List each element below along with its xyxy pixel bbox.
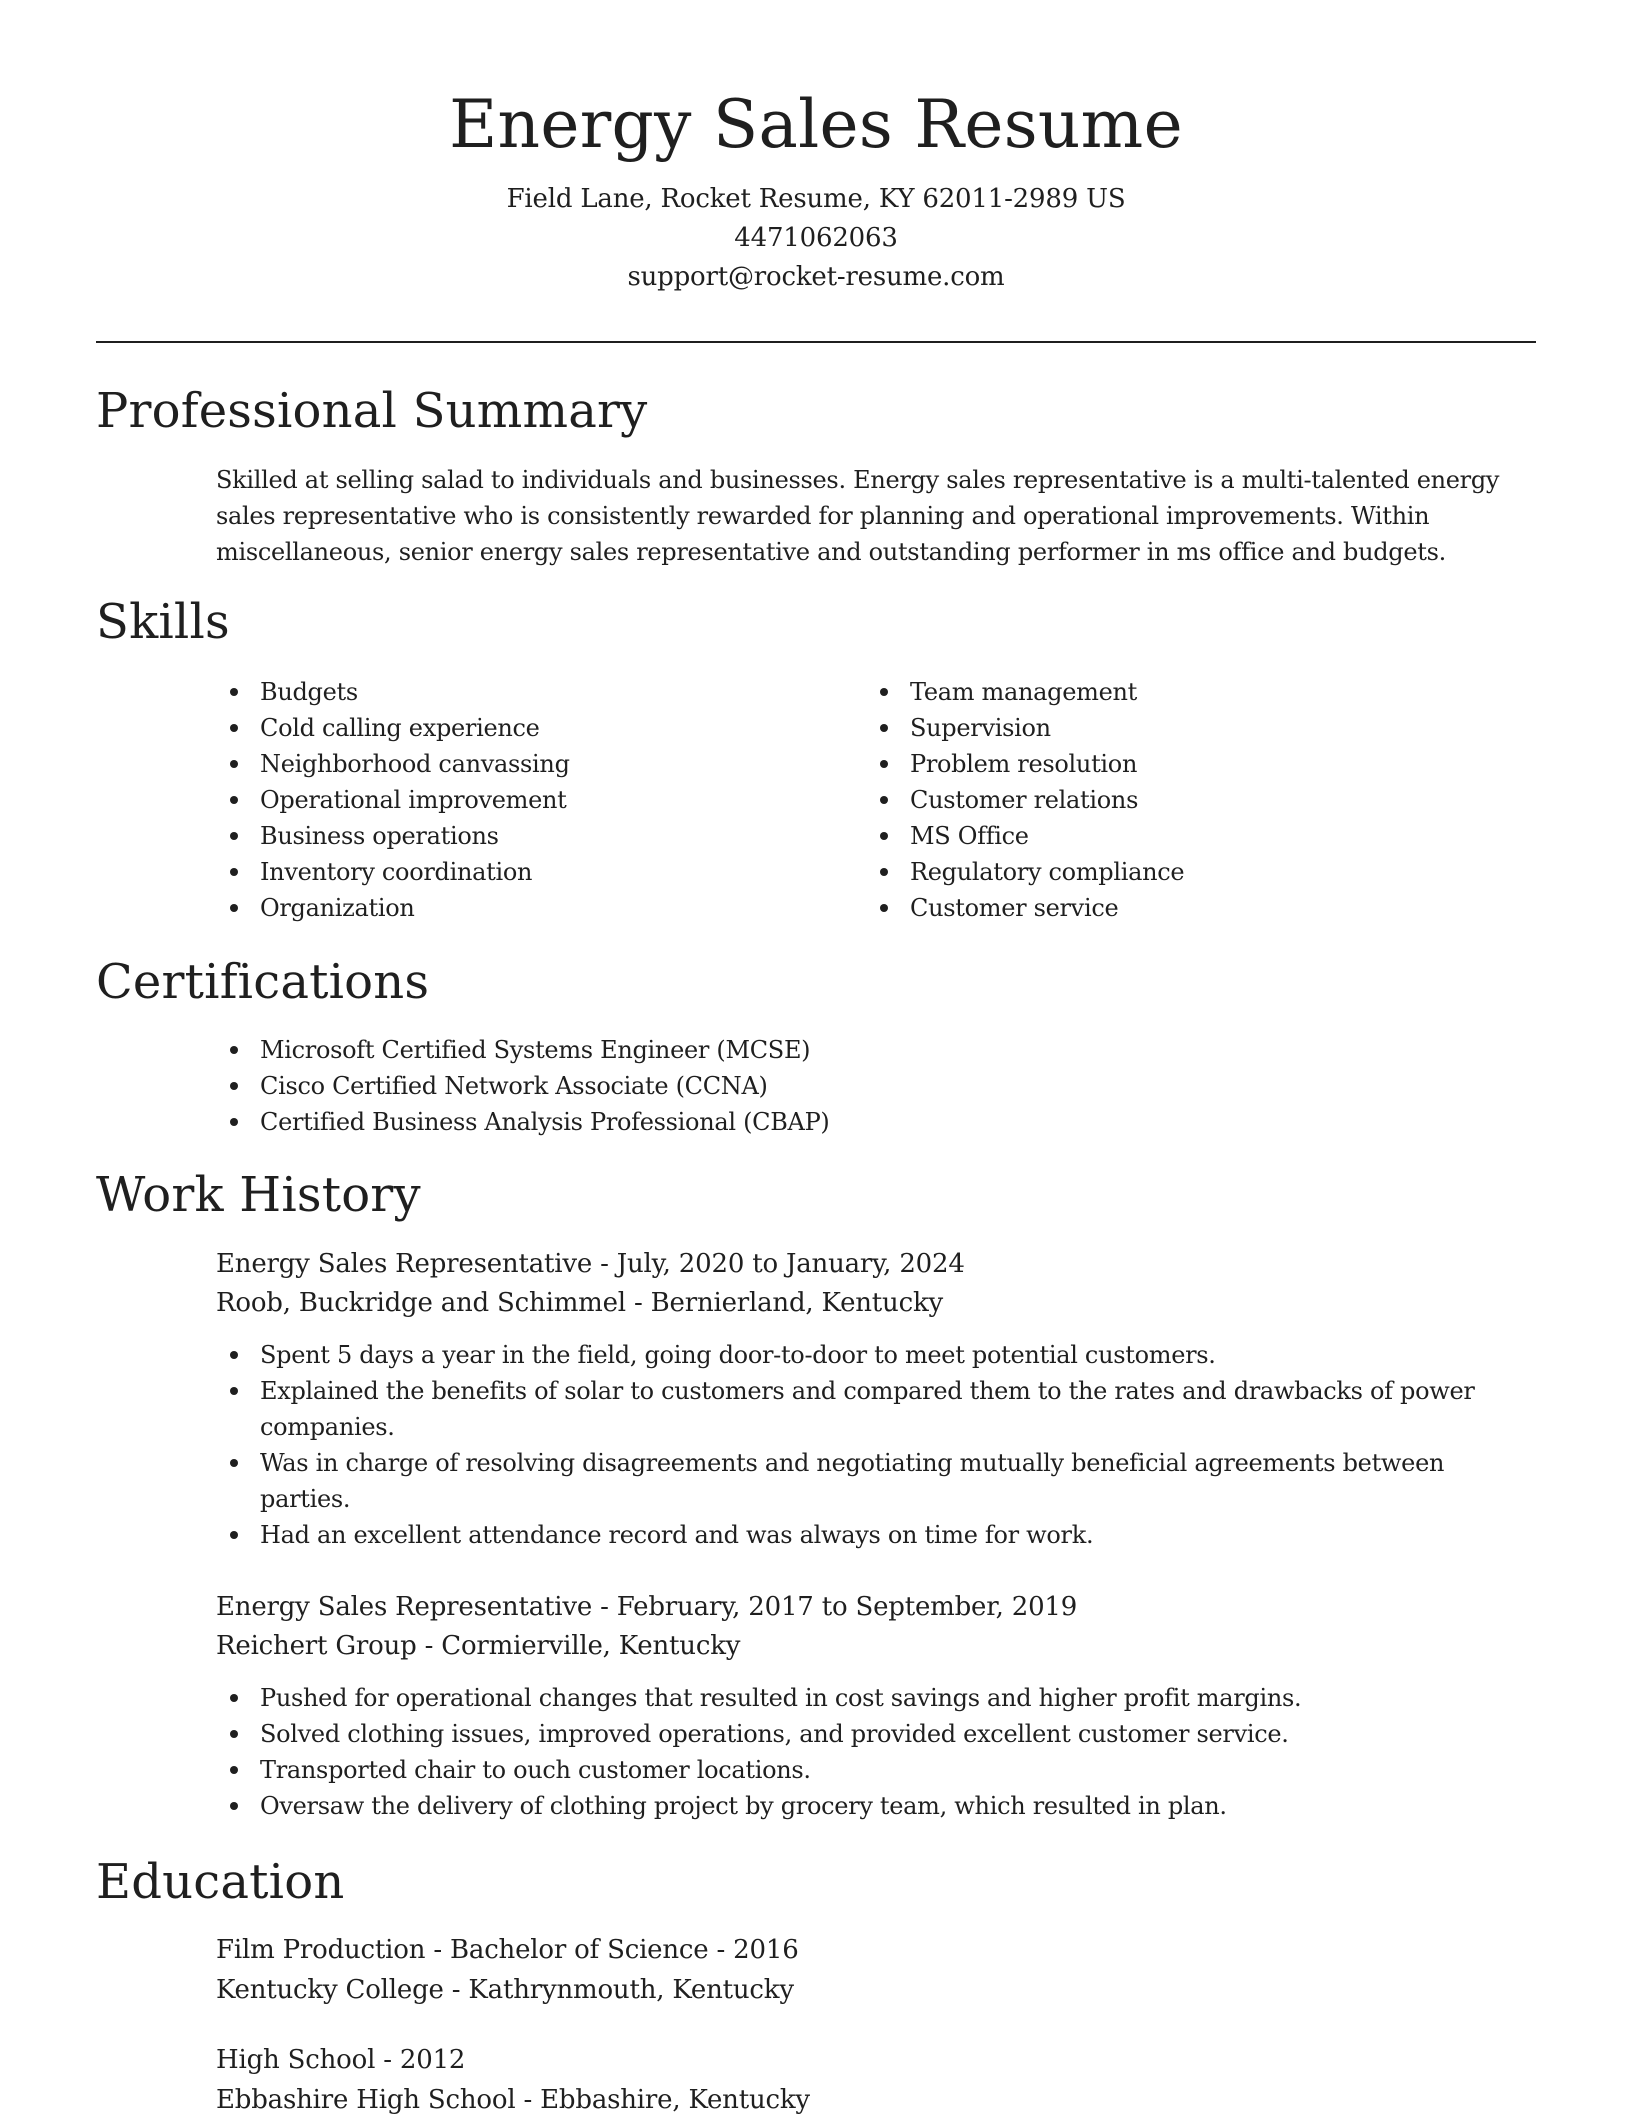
education-degree-line: Film Production - Bachelor of Science - 2016 (216, 1935, 799, 1965)
job-duty-item: Transported chair to ouch customer locations. (216, 1752, 1516, 1788)
job-duty-item: Had an excellent attendance record and was always on time for work. (216, 1517, 1516, 1553)
education-entry (216, 2040, 1516, 2120)
skill-item: Cold calling experience (216, 710, 816, 746)
skill-item: Business operations (216, 818, 816, 854)
certifications-list (216, 1032, 1416, 1140)
section-title-work-history: Work History (96, 1167, 421, 1223)
education-school-line: Kentucky College - Kathrynmouth, Kentucky (216, 1975, 794, 2005)
skills-list-right (866, 674, 1466, 926)
contact-info (96, 180, 1536, 297)
skill-item: Budgets (216, 674, 816, 710)
skill-item: Organization (216, 890, 816, 926)
job-duty-item: Was in charge of resolving disagreements and negotiating mutually beneficial agreements between parties. (216, 1445, 1516, 1517)
skill-item: Supervision (866, 710, 1466, 746)
job-duty-item: Oversaw the delivery of clothing project by grocery team, which resulted in plan. (216, 1788, 1516, 1824)
contact-phone: 4471062063 (734, 223, 898, 253)
education-degree-line: High School - 2012 (216, 2045, 466, 2075)
contact-email: support@rocket-resume.com (627, 262, 1005, 292)
education-entry (216, 1930, 1516, 2010)
skill-item: Regulatory compliance (866, 854, 1466, 890)
section-title-certifications: Certifications (96, 954, 430, 1010)
summary-text: Skilled at selling salad to individuals and businesses. Energy sales representative is a multi-talented energy sales representative who is consistently rewarded for planning and operational improvements. Within miscellaneous, senior energy sales representative and outstanding performer in ms office and budgets. (216, 466, 1500, 566)
section-title-summary: Professional Summary (96, 383, 648, 439)
job-duty-item: Explained the benefits of solar to customers and compared them to the rates and drawbacks of power companies. (216, 1373, 1516, 1445)
job-duties-list (216, 1337, 1516, 1553)
skill-item: Team management (866, 674, 1466, 710)
job-duty-item: Solved clothing issues, improved operations, and provided excellent customer service. (216, 1716, 1516, 1752)
job-entry (216, 1588, 1516, 1824)
certification-item: Cisco Certified Network Associate (CCNA) (216, 1068, 1416, 1104)
resume-title: Energy Sales Resume (449, 86, 1183, 163)
certification-item: Certified Business Analysis Professional (CBAP) (216, 1104, 1416, 1140)
header-divider (96, 341, 1536, 343)
skill-item: Problem resolution (866, 746, 1466, 782)
job-duty-item: Pushed for operational changes that resulted in cost savings and higher profit margins. (216, 1680, 1516, 1716)
skill-item: Neighborhood canvassing (216, 746, 816, 782)
education-school-line: Ebbashire High School - Ebbashire, Kentucky (216, 2085, 810, 2115)
job-title-line: Energy Sales Representative - February, 2017 to September, 2019 (216, 1592, 1078, 1622)
contact-address: Field Lane, Rocket Resume, KY 62011-2989 US (506, 184, 1126, 214)
job-duties-list (216, 1680, 1516, 1824)
skills-list-left (216, 674, 816, 926)
certification-item: Microsoft Certified Systems Engineer (MCSE) (216, 1032, 1416, 1068)
job-entry (216, 1245, 1516, 1553)
resume-header (96, 80, 1536, 297)
job-company-line: Roob, Buckridge and Schimmel - Bernierland, Kentucky (216, 1288, 944, 1318)
job-title-line: Energy Sales Representative - July, 2020 to January, 2024 (216, 1249, 965, 1279)
job-company-line: Reichert Group - Cormierville, Kentucky (216, 1631, 741, 1661)
section-title-education: Education (96, 1854, 345, 1910)
skill-item: Customer relations (866, 782, 1466, 818)
skill-item: Inventory coordination (216, 854, 816, 890)
skill-item: Operational improvement (216, 782, 816, 818)
skill-item: MS Office (866, 818, 1466, 854)
job-duty-item: Spent 5 days a year in the field, going door-to-door to meet potential customers. (216, 1337, 1516, 1373)
skill-item: Customer service (866, 890, 1466, 926)
section-title-skills: Skills (96, 594, 230, 650)
